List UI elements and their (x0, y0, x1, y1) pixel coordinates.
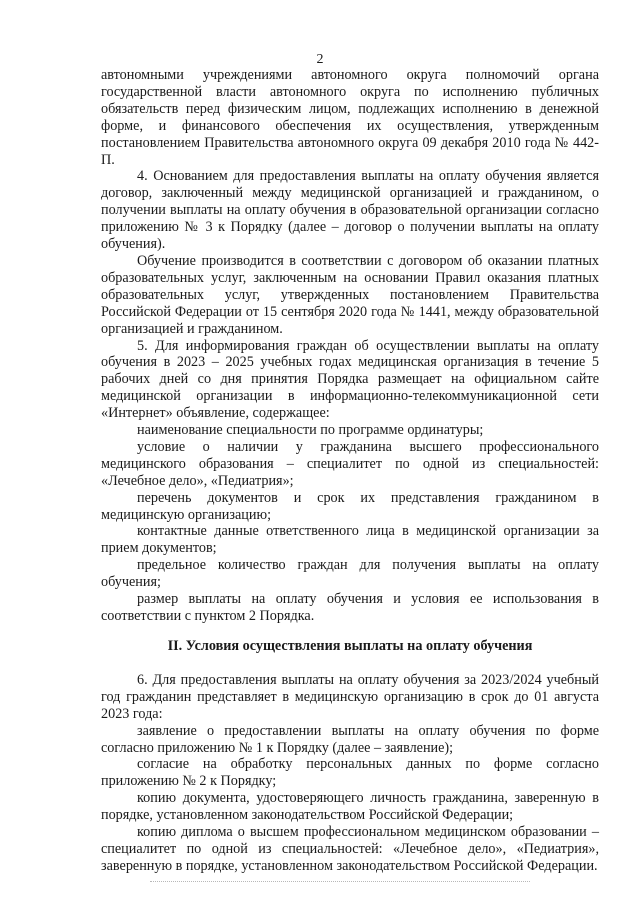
section-heading: II. Условия осуществления выплаты на оплату обучения (167, 637, 533, 654)
list-item-specialty-name: наименование специальности по программе ординатуры; (137, 422, 484, 439)
paragraph-continuation: автономными учреждениями автономного округа полномочий органа государственной власти автономного округа по исполнению публичных обязательств перед физическим лицом, подлежащих исполнению в денежной форме, и финансового обеспечения их осуществления, утвержденным постановлением Правительства автономного округа 09 декабря 2010 года № 442-П. (101, 67, 599, 168)
document-body (101, 67, 599, 875)
paragraph-item-4: 4. Основанием для предоставления выплаты на оплату обучения является договор, заключенный между медицинской организацией и гражданином, о получении выплаты на оплату обучения в образовательной организации согласно приложению № 3 к Порядку (далее – договор о получении выплаты на оплату обучения). (101, 168, 599, 253)
list-item-payment-amount: размер выплаты на оплату обучения и условия ее использования в соответствии с пунктом 2 Порядка. (101, 591, 599, 624)
list-item-consent: согласие на обработку персональных данных по форме согласно приложению № 2 к Порядку; (101, 756, 599, 790)
paragraph-training-basis: Обучение производится в соответствии с договором об оказании платных образовательных услуг, заключенным на основании Правил оказания платных образовательных услуг, утвержденных постановлением Правительства Российской Федерации от 15 сентября 2020 года № 1441, между образовательной организацией и гражданином. (101, 252, 599, 337)
list-item-education-condition: условие о наличии у гражданина высшего профессионального медицинского образования – специалитет по одной из специальностей: «Лечебное дело», «Педиатрия»; (101, 438, 599, 489)
list-item-application: заявление о предоставлении выплаты на оплату обучения по форме согласно приложению № 1 к Порядку (далее – заявление); (101, 722, 599, 756)
list-item-documents: перечень документов и срок их представления гражданином в медицинскую организацию; (101, 489, 599, 523)
list-item-limit: предельное количество граждан для получения выплаты на оплату обучения; (101, 557, 599, 591)
paragraph-item-5: 5. Для информирования граждан об осуществлении выплаты на оплату обучения в 2023 – 2025 учебных годах медицинская организация в течение 5 рабочих дней со дня принятия Порядка размещает на официальном сайте медицинской организации в информационно-телекоммуникационной сети «Интернет» объявление, содержащее: (101, 337, 599, 422)
scan-artifact-line (150, 881, 530, 883)
paragraph-item-6: 6. Для предоставления выплаты на оплату обучения за 2023/2024 учебный год гражданин представляет в медицинскую организацию в срок до 01 августа 2023 года: (101, 671, 599, 722)
list-item-contacts: контактные данные ответственного лица в медицинской организации за прием документов; (101, 523, 599, 557)
list-item-id-copy: копию документа, удостоверяющего личность гражданина, заверенную в порядке, установленном законодательством Российской Федерации; (101, 790, 599, 824)
page-number: 2 (316, 52, 324, 67)
list-item-diploma-copy: копию диплома о высшем профессиональном медицинском образовании – специалитет по одной из специальностей: «Лечебное дело», «Педиатрия», заверенную в порядке, установленном законодательством Российской Федерации. (101, 824, 599, 874)
